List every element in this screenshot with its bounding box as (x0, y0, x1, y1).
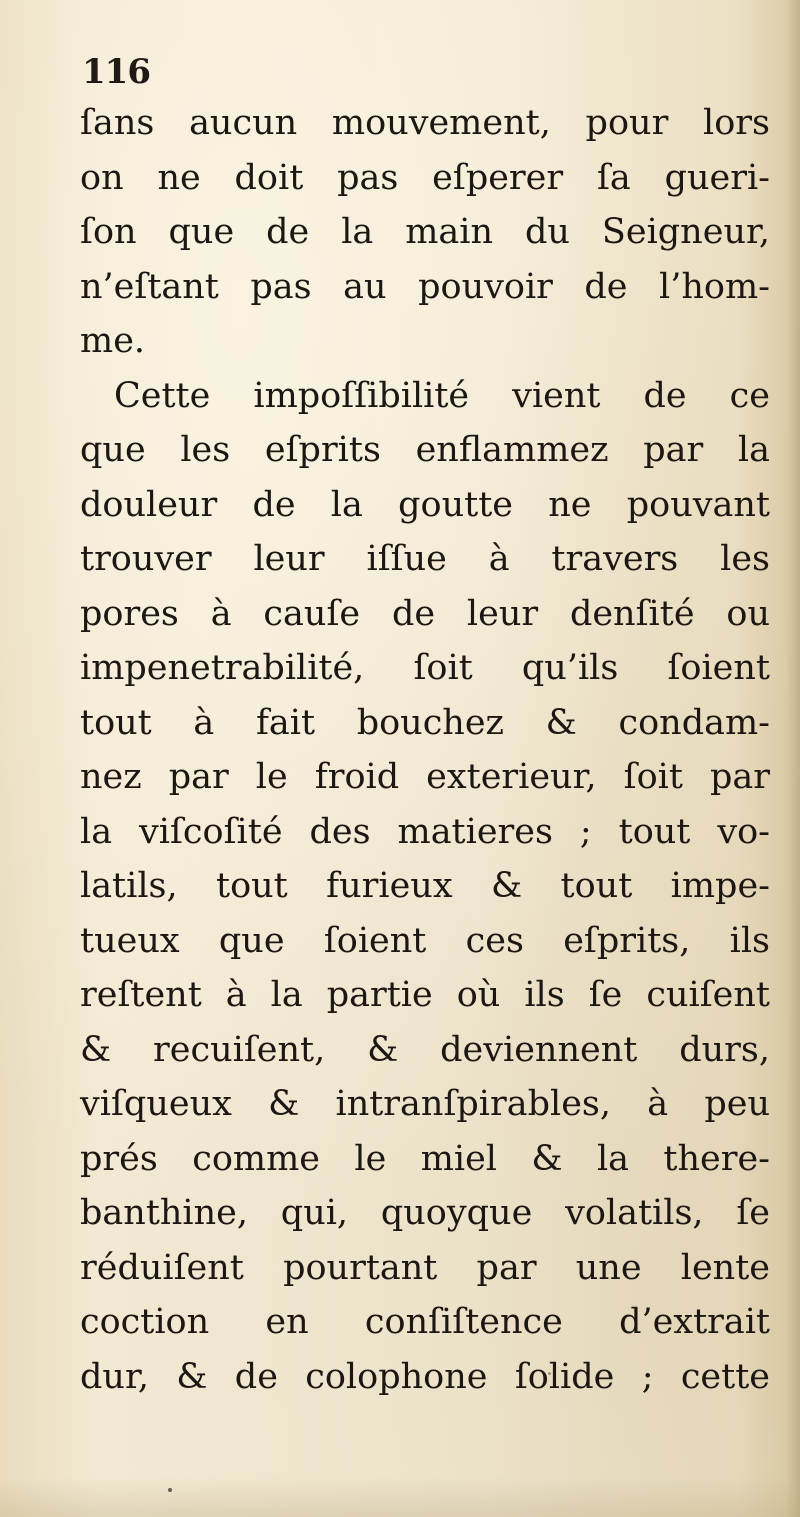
paper-speck (548, 1372, 551, 1375)
text-line-18: & recuiſent, & deviennent durs, (80, 1029, 770, 1070)
text-line-20: prés comme le miel & la there- (80, 1138, 770, 1179)
text-line-9: trouver leur iſſue à travers les (80, 539, 770, 579)
text-line-11: impenetrabilité, ſoit qu’ils ſoient (80, 648, 770, 688)
page-number: 116 (82, 52, 150, 92)
text-line-5: me. (80, 321, 146, 361)
text-line-3: ſon que de la main du Seigneur, (80, 212, 770, 252)
page-bottom-shadow (0, 1477, 800, 1517)
text-line-21: banthine, qui, quoyque volatils, ſe (80, 1193, 770, 1233)
text-line-12: tout à fait bouchez & condam- (80, 702, 770, 743)
text-line-13: nez par le froid exterieur, ſoit par (80, 757, 770, 797)
text-line-15: latils, tout furieux & tout impe- (80, 866, 770, 906)
paper-speck (168, 1488, 172, 1492)
text-line-23: coction en conſiſtence d’extrait (80, 1302, 770, 1342)
text-line-7: que les eſprits enflammez par la (80, 430, 770, 470)
text-line-17: reſtent à la partie où ils ſe cuiſent (80, 975, 770, 1015)
text-line-22: réduiſent pourtant par une lente (80, 1247, 770, 1288)
text-line-2: on ne doit pas eſperer ſa gueri- (80, 157, 770, 198)
text-line-19: viſqueux & intranſpirables, à peu (80, 1084, 770, 1124)
text-line-14: la viſcoſité des matieres ; tout vo- (80, 811, 770, 852)
body-text (80, 96, 770, 1404)
page-edge-shadow (786, 0, 800, 1517)
text-line-1: ſans aucun mouvement, pour lors (80, 103, 770, 143)
text-line-8: douleur de la goutte ne pouvant (80, 484, 770, 525)
text-line-24: dur, & de colophone ſolide ; cette (80, 1356, 770, 1397)
text-line-6: Cette impoſſibilité vient de ce (114, 375, 770, 416)
text-line-4: n’eſtant pas au pouvoir de l’hom- (80, 266, 770, 307)
text-line-16: tueux que ſoient ces eſprits, ils (80, 920, 770, 961)
text-line-10: pores à cauſe de leur denſité ou (80, 593, 770, 634)
